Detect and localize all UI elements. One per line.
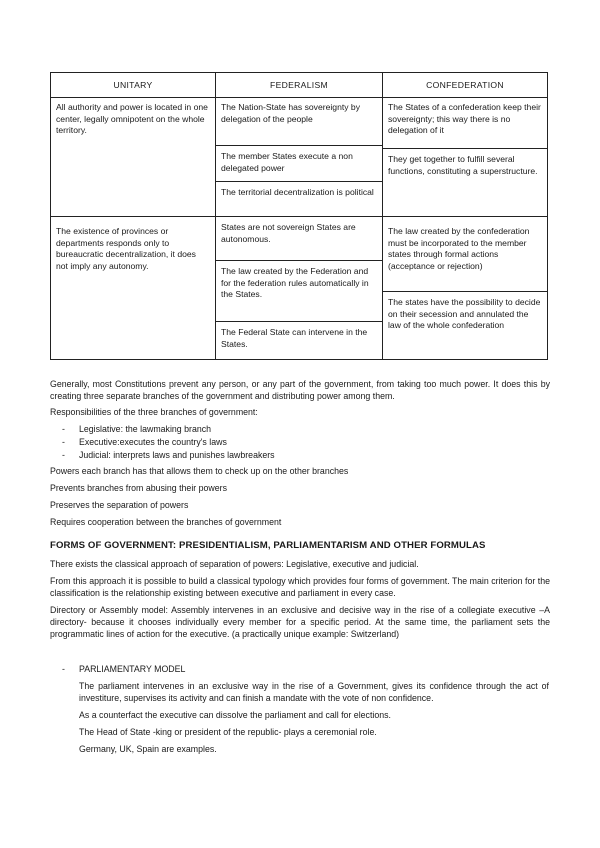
header-unitary: UNITARY bbox=[113, 80, 153, 90]
branch-item: Legislative: the lawmaking branch bbox=[79, 424, 212, 434]
header-confederation: CONFEDERATION bbox=[426, 80, 504, 90]
unitary-cell: The existence of provinces or departments responds only to bureaucratic decentralization, it does not imply any autonomy. bbox=[56, 226, 196, 271]
confederation-cell: The states have the possibility to decide on their secession and annulated the law of the whole confederation bbox=[388, 297, 541, 330]
bullet-dash: - bbox=[62, 664, 65, 674]
federalism-cell: States are not sovereign States are autonomous. bbox=[221, 222, 356, 244]
federalism-cell: The member States execute a non delegated power bbox=[221, 151, 353, 173]
federalism-cell: The Nation-State has sovereignty by delegation of the people bbox=[221, 102, 361, 124]
unitary-cell: All authority and power is located in one center, legally omnipotent on the whole territory. bbox=[56, 102, 208, 135]
parliamentary-title: PARLIAMENTARY MODEL bbox=[79, 664, 186, 674]
checks-line: Powers each branch has that allows them to check up on the other branches bbox=[50, 466, 349, 476]
section-heading: FORMS OF GOVERNMENT: PRESIDENTIALISM, PARLIAMENTARISM AND OTHER FORMULAS bbox=[50, 540, 486, 551]
branch-item: Executive:executes the country's laws bbox=[79, 437, 227, 447]
federalism-cell: The Federal State can intervene in the States. bbox=[221, 327, 368, 349]
typology-paragraph: From this approach it is possible to build a classical typology which provides four forms of government. The main criterion for the classification is the relationship existing between executive and parliament in every case. bbox=[50, 576, 550, 598]
confederation-cell: The States of a confederation keep their sovereignty; this way there is no delegation of it bbox=[388, 102, 541, 135]
branch-item: Judicial: interprets laws and punishes lawbreakers bbox=[79, 450, 275, 460]
header-federalism: FEDERALISM bbox=[270, 80, 328, 90]
federalism-cell: The law created by the Federation and for the federation rules automatically in the States. bbox=[221, 266, 369, 299]
checks-line: Preserves the separation of powers bbox=[50, 500, 189, 510]
confederation-cell: They get together to fulfill several functions, constituting a superstructure. bbox=[388, 154, 538, 176]
comparison-table bbox=[50, 72, 548, 360]
confederation-cell: The law created by the confederation must be incorporated to the member states through formal actions (acceptance or rejection) bbox=[388, 226, 530, 271]
bullet-dash: - bbox=[62, 450, 65, 460]
responsibilities-title: Responsibilities of the three branches of government: bbox=[50, 407, 258, 417]
directory-paragraph: Directory or Assembly model: Assembly intervenes in an exclusive and decisive way in the rise of a collegiate executive –A directory- because it chooses individually every member for a specific period. At the same time, the parliament sets the programmatic lines of action for the executive. (a practically unique example: Switzerland) bbox=[50, 605, 550, 639]
checks-line: Prevents branches from abusing their powers bbox=[50, 483, 228, 493]
parliamentary-paragraph: Germany, UK, Spain are examples. bbox=[79, 744, 217, 754]
bullet-dash: - bbox=[62, 437, 65, 447]
federalism-cell: The territorial decentralization is political bbox=[221, 187, 374, 197]
bullet-dash: - bbox=[62, 424, 65, 434]
parliamentary-paragraph: As a counterfact the executive can dissolve the parliament and call for elections. bbox=[79, 710, 391, 720]
intro-paragraph: Generally, most Constitutions prevent any person, or any part of the government, from taking too much power. It does this by creating three separate branches of the government and distributing power among them. bbox=[50, 379, 550, 401]
checks-line: Requires cooperation between the branches of government bbox=[50, 517, 282, 527]
parliamentary-paragraph: The Head of State -king or president of the republic- plays a ceremonial role. bbox=[79, 727, 377, 737]
classical-paragraph: There exists the classical approach of separation of powers: Legislative, executive and judicial. bbox=[50, 559, 419, 569]
parliamentary-paragraph: The parliament intervenes in an exclusive way in the rise of a Government, gives its confidence through the act of investiture, supervises its activity and can finish a mandate with the vote of non confidence. bbox=[79, 681, 549, 703]
